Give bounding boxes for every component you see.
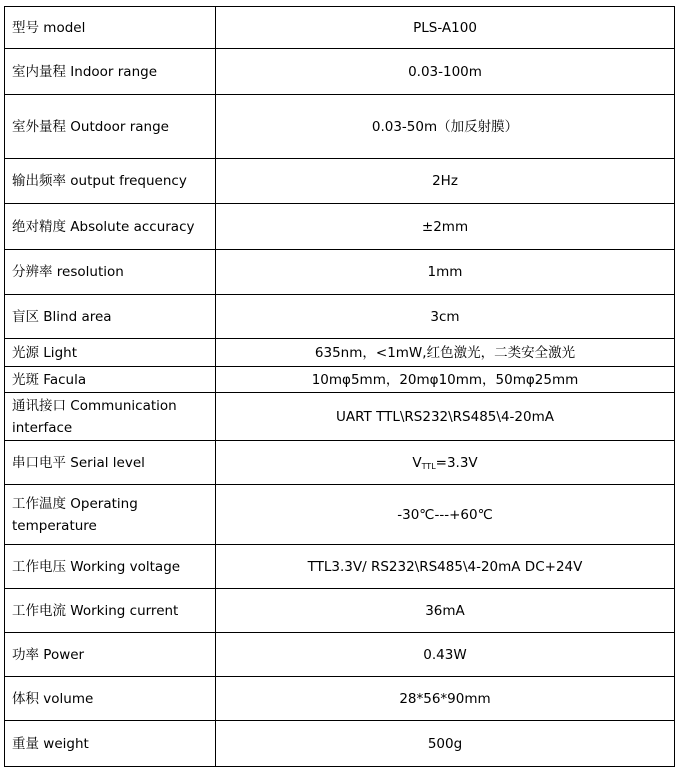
table-row xyxy=(5,677,675,721)
row-label: 输出频率 output frequency xyxy=(5,159,216,204)
row-value: TTL3.3V/ RS232\RS485\4-20mA DC+24V xyxy=(216,545,675,589)
row-label: 型号 model xyxy=(5,7,216,49)
row-label: 室外量程 Outdoor range xyxy=(5,95,216,159)
row-label: 光源 Light xyxy=(5,339,216,367)
row-label: 室内量程 Indoor range xyxy=(5,49,216,95)
row-label: 体积 volume xyxy=(5,677,216,721)
row-value: 635nm，<1mW,红色激光，二类安全激光 xyxy=(216,339,675,367)
serial-level-value: =3.3V xyxy=(435,454,478,471)
table-row xyxy=(5,721,675,767)
row-value: -30℃---+60℃ xyxy=(216,485,675,545)
row-label: 通讯接口 Communication interface xyxy=(5,393,216,441)
row-value xyxy=(216,441,675,485)
row-label: 工作电流 Working current xyxy=(5,589,216,633)
row-value: 0.43W xyxy=(216,633,675,677)
table-row xyxy=(5,95,675,159)
table-row xyxy=(5,339,675,367)
row-value: 36mA xyxy=(216,589,675,633)
table-row xyxy=(5,7,675,49)
row-label: 串口电平 Serial level xyxy=(5,441,216,485)
row-value: 500g xyxy=(216,721,675,767)
table-row xyxy=(5,393,675,441)
table-row xyxy=(5,441,675,485)
table-row xyxy=(5,250,675,295)
row-value: PLS-A100 xyxy=(216,7,675,49)
row-label: 工作温度 Operating temperature xyxy=(5,485,216,545)
table-row xyxy=(5,589,675,633)
table-row xyxy=(5,159,675,204)
row-value: 3cm xyxy=(216,295,675,339)
table-row xyxy=(5,633,675,677)
row-value: UART TTL\RS232\RS485\4-20mA xyxy=(216,393,675,441)
table-row xyxy=(5,49,675,95)
row-label: 工作电压 Working voltage xyxy=(5,545,216,589)
table-row xyxy=(5,485,675,545)
row-label: 功率 Power xyxy=(5,633,216,677)
row-label: 绝对精度 Absolute accuracy xyxy=(5,204,216,250)
row-label: 盲区 Blind area xyxy=(5,295,216,339)
row-value: 0.03-50m（加反射膜） xyxy=(216,95,675,159)
serial-level-subscript: TTL xyxy=(421,461,436,471)
row-value: 10mφ5mm，20mφ10mm，50mφ25mm xyxy=(216,367,675,393)
row-value: 1mm xyxy=(216,250,675,295)
row-label: 光斑 Facula xyxy=(5,367,216,393)
row-value: ±2mm xyxy=(216,204,675,250)
table-row xyxy=(5,367,675,393)
row-label: 分辨率 resolution xyxy=(5,250,216,295)
table-row xyxy=(5,545,675,589)
table-row xyxy=(5,295,675,339)
row-label: 重量 weight xyxy=(5,721,216,767)
table-row xyxy=(5,204,675,250)
row-value: 28*56*90mm xyxy=(216,677,675,721)
row-value: 0.03-100m xyxy=(216,49,675,95)
serial-level-v: V xyxy=(412,454,422,471)
row-value: 2Hz xyxy=(216,159,675,204)
spec-table xyxy=(4,6,675,767)
